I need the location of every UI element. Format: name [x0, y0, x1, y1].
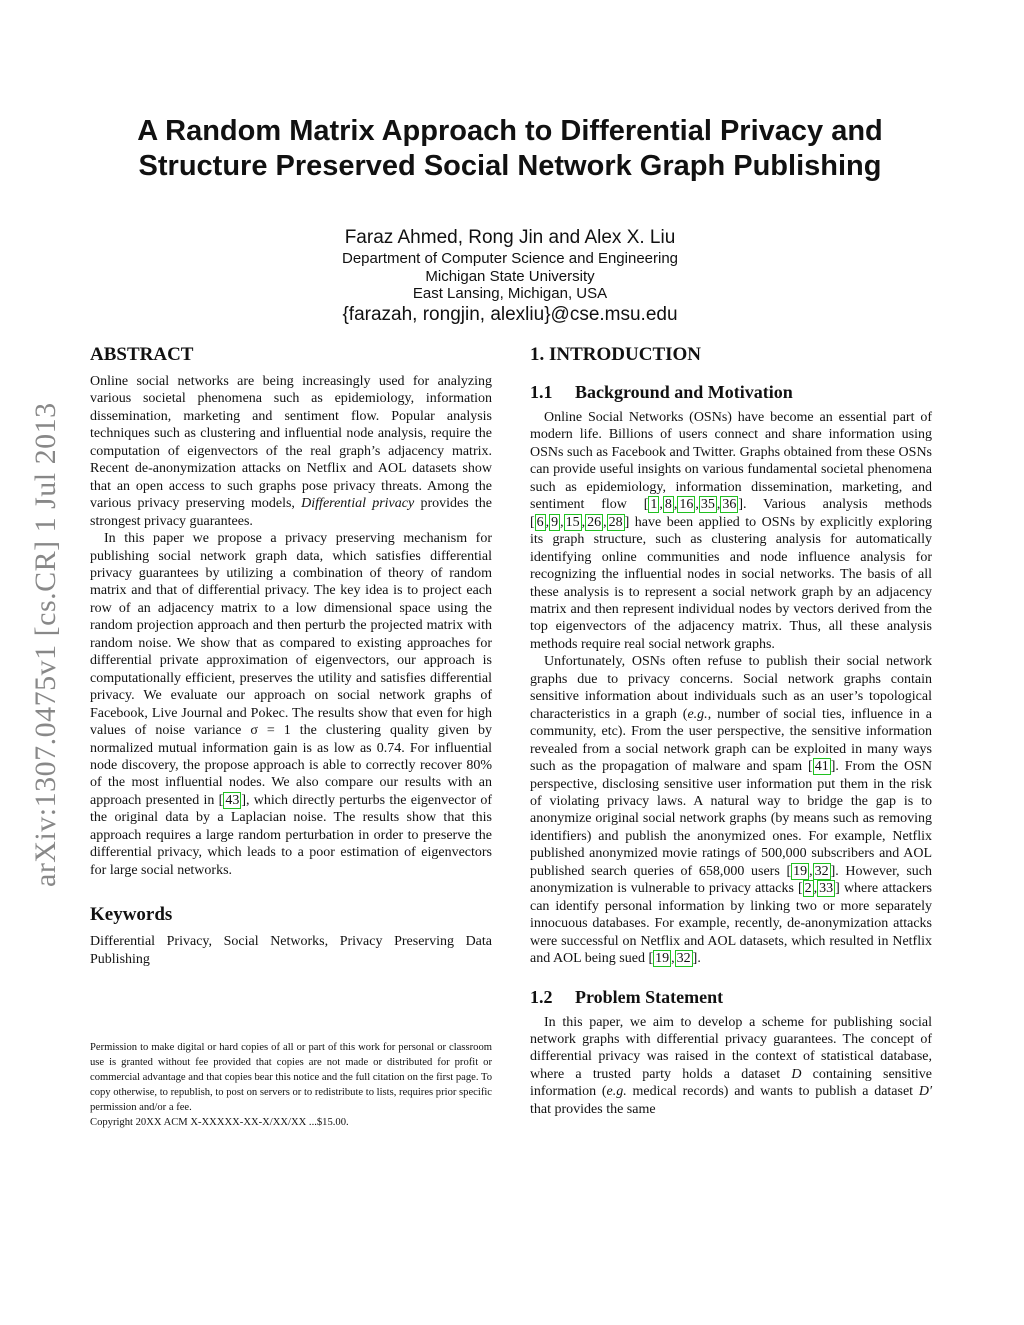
title-line-1: A Random Matrix Approach to Differential Privacy and [137, 115, 883, 147]
citation-link[interactable]: 36 [722, 497, 737, 513]
citation-link[interactable]: 1 [650, 497, 658, 513]
keywords-heading: Keywords [90, 904, 173, 926]
citation-link[interactable]: 33 [819, 881, 834, 897]
section-1-1-heading: 1.1 Background and Motivation [530, 382, 793, 402]
citation-link[interactable]: 35 [700, 497, 715, 513]
citation-link[interactable]: 32 [814, 863, 829, 879]
paper-title [60, 114, 960, 184]
intro-paragraph-3: In this paper, we aim to develop a scheme for publishing social network graphs with differential privacy guarantees. The concept of differential privacy was raised in the context of statistical database, where a trusted party holds a dataset D containing sensitive information (e.g. medical records) and wants to publish a dataset D′ that provides the same [530, 1014, 933, 1117]
citation-link[interactable]: 15 [565, 514, 580, 530]
title-line-2: Structure Preserved Social Network Graph Publishing [138, 150, 882, 182]
citation-link[interactable]: 9 [551, 514, 559, 530]
abstract-heading: ABSTRACT [90, 344, 194, 365]
right-column [530, 343, 932, 1118]
author-block [160, 226, 860, 327]
citation-link[interactable]: 28 [608, 514, 623, 530]
keywords-text: Differential Privacy, Social Networks, Privacy Preserving Data Publishing [90, 934, 492, 967]
citation-link[interactable]: 2 [804, 881, 812, 897]
intro-paragraph-2: Unfortunately, OSNs often refuse to publish their social network graphs due to privacy concerns. Social network graphs contain sensitive information about individuals such as an user’s topological characteristics in a graph (e.g., number of social ties, influence in a community, etc). From the user perspective, the sensitive information revealed from a social network graph can be exploited in many ways such as the propagation of malware and spam [ 41 ]. From the OSN perspective, disclosing sensitive user information put them in the risk of violating privacy laws. A natural way to bridge the gap is to anonymize original social network graphs (by means such as removing identifiers) and publish the anonymized ones. For example, Netflix published anonymized movie ratings of 500,000 subscribers and AOL published search queries of 658,000 users [ 19 , 32 ]. However, such anonymization is vulnerable to privacy attacks [ 2 , 33 ] where attackers can identify personal information by linking two or more separately innocuous databases. For example, recently, de-anonymization attacks were successful on Netflix and AOL datasets, which resulted in Netflix and AOL being sued [ 19 , 32 ]. [530, 654, 933, 967]
author-location: East Lansing, Michigan, USA [412, 285, 608, 302]
author-names: Faraz Ahmed, Rong Jin and Alex X. Liu [344, 227, 676, 248]
citation-link[interactable]: 8 [664, 497, 672, 513]
introduction-heading: 1. INTRODUCTION [530, 344, 702, 365]
citation-link[interactable]: 19 [655, 951, 670, 967]
arxiv-identifier: arXiv:1307.0475v1 [cs.CR] 1 Jul 2013 [29, 402, 62, 887]
citation-link[interactable]: 43 [225, 792, 240, 808]
author-university: Michigan State University [425, 267, 595, 285]
abstract-paragraph-1: Online social networks are being increasingly used for analyzing various societal phenomena such as epidemiology, information dissemination, marketing and sentiment flow. Popular analysis techniques such as clustering and influential node analysis, require the computation of eigenvectors of the real graph’s adjacency matrix. Recent de-anonymization attacks on Netflix and AOL datasets show that an open access to such graphs pose privacy threats. Among the various privacy preserving models, Differential privacy provides the strongest privacy guarantees. [90, 374, 492, 529]
intro-paragraph-1: Online Social Networks (OSNs) have become an essential part of modern life. Billions of users connect and share information using OSNs such as Facebook and Twitter. Graphs obtained from these OSNs can provide useful insights on various fundamental societal phenomena such as epidemiology, information dissemination, marketing, and sentiment flow [ 1 , 8 , 16 , 35 , 36 ]. Various analysis methods [ 6 , 9 , 15 , 26 , 28 ] have been applied to OSNs by explicitly exploring its graph structure, such as clustering analysis for automatically identifying online communities and node influence analysis for recognizing the influential nodes in social networks. The basis of all these analysis is to represent a social network graph by an adjacency matrix and then represent individual nodes by vectors derived from the top eigenvectors of the adjacency matrix. Thus, all these analysis methods require real social network graphs. [530, 410, 932, 652]
citation-link[interactable]: 26 [587, 514, 602, 530]
citation-link[interactable]: 19 [793, 863, 808, 879]
author-department: Department of Computer Science and Engineering [341, 250, 679, 267]
citation-link[interactable]: 16 [679, 497, 694, 513]
citation-link[interactable]: 6 [536, 514, 544, 530]
citation-link[interactable]: 32 [676, 951, 691, 967]
copyright-notice: Copyright 20XX ACM X-XXXXX-XX-X/XX/XX ...$15.00. [90, 1117, 349, 1129]
permission-notice: Permission to make digital or hard copies of all or part of this work for personal or classroom use is granted without fee provided that copies are not made or distributed for profit or commercial advantage and that copies bear this notice and the full citation on the first page. To copy otherwise, to republish, to post on servers or to redistribute to lists, requires prior specific permission and/or a fee. [90, 1042, 492, 1114]
author-emails: {farazah, rongjin, alexliu}@cse.msu.edu [342, 303, 678, 325]
section-1-2-heading: 1.2 Problem Statement [530, 986, 724, 1007]
abstract-paragraph-2: In this paper we propose a privacy preserving mechanism for publishing social network graph data, which satisfies differential privacy guarantees by utilizing a combination of theory of random matrix and that of differential privacy. The key idea is to project each row of an adjacency matrix to a low dimensional space using the random projection approach and then perturb the projected matrix with random noise. We show that as compared to existing approaches for differential private approximation of eigenvectors, our approach is computationally efficient, preserves the utility and satisfies differential privacy. We evaluate our approach on social network graphs of Facebook, Live Journal and Pokec. The results show that even for high values of noise variance σ = 1 the clustering quality given by normalized mutual information gain is as low as 0.74. For influential node discovery, the propose approach is able to correctly recover 80% of the most influential nodes. We also compare our results with an approach presented in [ 43 ], which directly perturbs the eigenvector of the original data by a Laplacian noise. The results show that this approach requires a large random perturbation in order to preserve the differential privacy, which leads to a poor estimation of eigenvectors for large social networks. [90, 531, 492, 878]
citation-link[interactable]: 41 [814, 759, 829, 775]
left-column [90, 343, 492, 1130]
